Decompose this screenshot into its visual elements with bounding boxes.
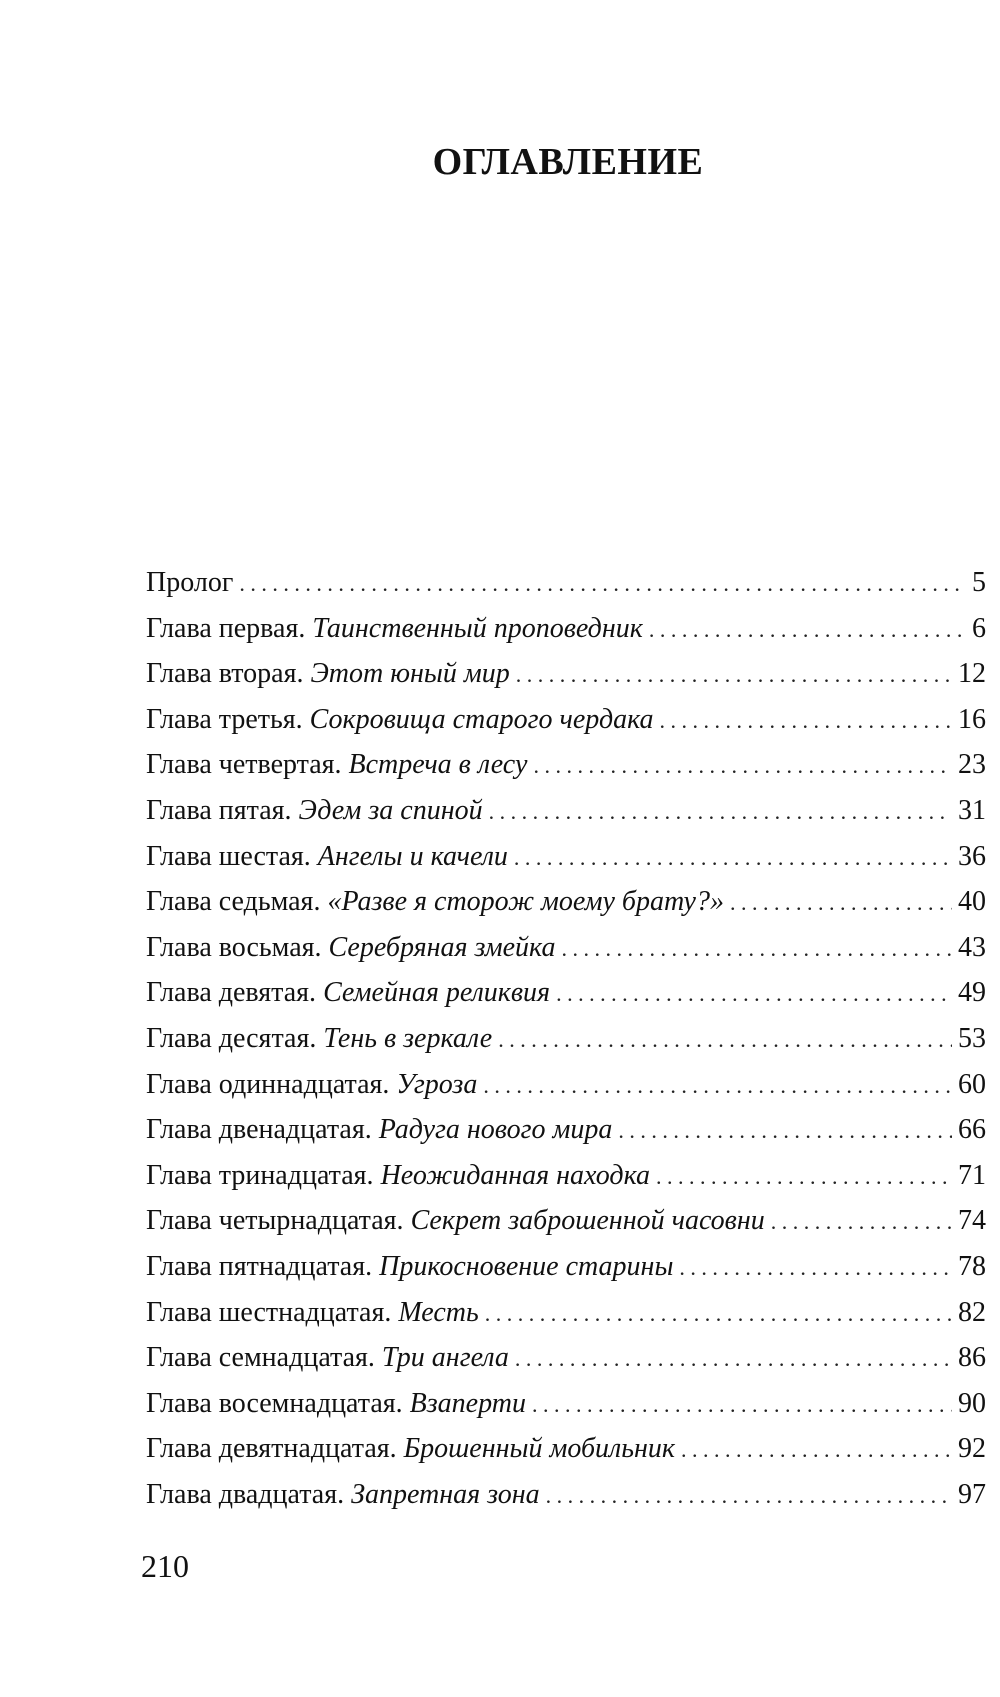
chapter-title: Этот юный мир [310,658,510,690]
chapter-number: Глава первая. [146,612,306,644]
toc-entry [146,1153,986,1199]
entry-page: 92 [958,1433,986,1465]
entry-page: 43 [958,931,986,963]
chapter-title: Запретная зона [351,1478,540,1510]
entry-page: 53 [958,1022,986,1054]
chapter-number: Глава тринадцатая. [146,1159,374,1191]
dot-leader [485,1291,952,1337]
entry-page: 16 [958,703,986,735]
entry-label [146,925,555,971]
toc-entry [146,788,986,834]
dot-leader [546,1473,952,1519]
entry-label [146,834,508,880]
page-title: ОГЛАВЛЕНИЕ [432,141,704,183]
entry-page: 66 [958,1114,986,1146]
dot-leader [516,652,952,698]
toc-entry [146,1062,986,1108]
toc-entry [146,970,986,1016]
toc-entry [146,1426,986,1472]
chapter-title: Неожиданная находка [380,1159,650,1191]
chapter-number: Глава вторая. [146,658,304,690]
entry-label [146,1426,675,1472]
chapter-title: Эдем за спиной [298,794,483,826]
chapter-number: Глава девятнадцатая. [146,1433,397,1465]
entry-label [146,970,550,1016]
dot-leader [649,607,966,653]
entry-label [146,1153,650,1199]
toc-entry [146,1244,986,1290]
toc-entry [146,1290,986,1336]
dot-leader [514,835,952,881]
dot-leader [618,1108,952,1154]
chapter-number: Глава шестая. [146,840,311,872]
entry-label [146,1472,540,1518]
dot-leader [660,698,952,744]
chapter-number: Глава шестнадцатая. [146,1296,392,1328]
entry-label [146,1016,492,1062]
toc-entry [146,834,986,880]
chapter-title: Встреча в лесу [348,749,528,781]
toc-entry [146,742,986,788]
entry-label [146,788,483,834]
chapter-title: Ангелы и качели [317,840,508,872]
chapter-title: Угроза [396,1068,478,1100]
dot-leader [556,971,952,1017]
toc-entry [146,697,986,743]
dot-leader [533,743,952,789]
toc-entry [146,1472,986,1518]
entry-page: 74 [958,1205,986,1237]
entry-page: 36 [958,840,986,872]
chapter-number: Глава двенадцатая. [146,1114,372,1146]
chapter-title: Месть [398,1296,479,1328]
toc-entry [146,925,986,971]
entry-label [146,1290,479,1336]
chapter-number: Глава четырнадцатая. [146,1205,404,1237]
dot-leader [515,1336,952,1382]
chapter-number: Глава седьмая. [146,886,321,918]
entry-page: 97 [958,1478,986,1510]
entry-page: 78 [958,1250,986,1282]
entry-label [146,742,527,788]
chapter-number: Глава десятая. [146,1022,317,1054]
entry-page: 23 [958,749,986,781]
entry-label [146,697,654,743]
entry-label [146,1107,612,1153]
entry-page: 90 [958,1387,986,1419]
entry-page: 40 [958,886,986,918]
entry-label [146,1244,673,1290]
chapter-title: Секрет заброшенной часовни [410,1205,765,1237]
chapter-title: Радуга нового мира [378,1114,613,1146]
chapter-number: Глава третья. [146,703,303,735]
chapter-title: Взаперти [409,1387,526,1419]
page-number: 210 [141,1548,189,1584]
entry-label [146,606,643,652]
chapter-number: Глава одиннадцатая. [146,1068,390,1100]
entry-page: 5 [972,567,986,598]
entry-label [146,651,510,697]
dot-leader [656,1154,952,1200]
toc-entry [146,651,986,697]
toc-entry [146,1107,986,1153]
chapter-title: Сокровища старого чердака [309,703,654,735]
entry-label [146,560,233,606]
chapter-number: Глава восемнадцатая. [146,1387,403,1419]
entry-label [146,1335,509,1381]
dot-leader [532,1382,952,1428]
chapter-number: Пролог [146,567,234,598]
table-of-contents [146,560,986,1517]
chapter-title: Прикосновение старины [379,1250,674,1282]
entry-page: 31 [958,794,986,826]
chapter-number: Глава девятая. [146,977,317,1009]
dot-leader [489,789,952,835]
entry-page: 6 [972,612,986,644]
entry-page: 82 [958,1296,986,1328]
chapter-number: Глава четвертая. [146,749,342,781]
entry-page: 60 [958,1068,986,1100]
chapter-title: «Разве я сторож моему брату?» [327,886,724,918]
entry-page: 12 [958,658,986,690]
toc-entry [146,560,986,606]
entry-label [146,1062,477,1108]
chapter-title: Серебряная змейка [328,931,556,963]
chapter-number: Глава восьмая. [146,931,322,963]
dot-leader [730,880,952,926]
entry-label [146,1198,765,1244]
entry-page: 71 [958,1159,986,1191]
entry-label [146,879,724,925]
dot-leader [561,926,952,972]
chapter-title: Брошенный мобильник [403,1433,675,1465]
toc-entry [146,1198,986,1244]
entry-label [146,1381,526,1427]
chapter-number: Глава пятнадцатая. [146,1250,373,1282]
toc-entry [146,879,986,925]
toc-entry [146,1335,986,1381]
chapter-number: Глава двадцатая. [146,1478,345,1510]
toc-entry [146,1381,986,1427]
entry-page: 86 [958,1342,986,1374]
toc-entry [146,1016,986,1062]
dot-leader [679,1245,952,1291]
dot-leader [239,561,966,607]
entry-page: 49 [958,977,986,1009]
chapter-title: Семейная реликвия [323,977,551,1009]
dot-leader [483,1063,952,1109]
toc-entry [146,606,986,652]
chapter-number: Глава пятая. [146,794,292,826]
chapter-title: Три ангела [381,1342,509,1374]
chapter-title: Тень в зеркале [323,1022,493,1054]
dot-leader [498,1017,952,1063]
chapter-number: Глава семнадцатая. [146,1342,375,1374]
dot-leader [771,1199,952,1245]
dot-leader [681,1427,952,1473]
chapter-title: Таинственный проповедник [312,612,643,644]
